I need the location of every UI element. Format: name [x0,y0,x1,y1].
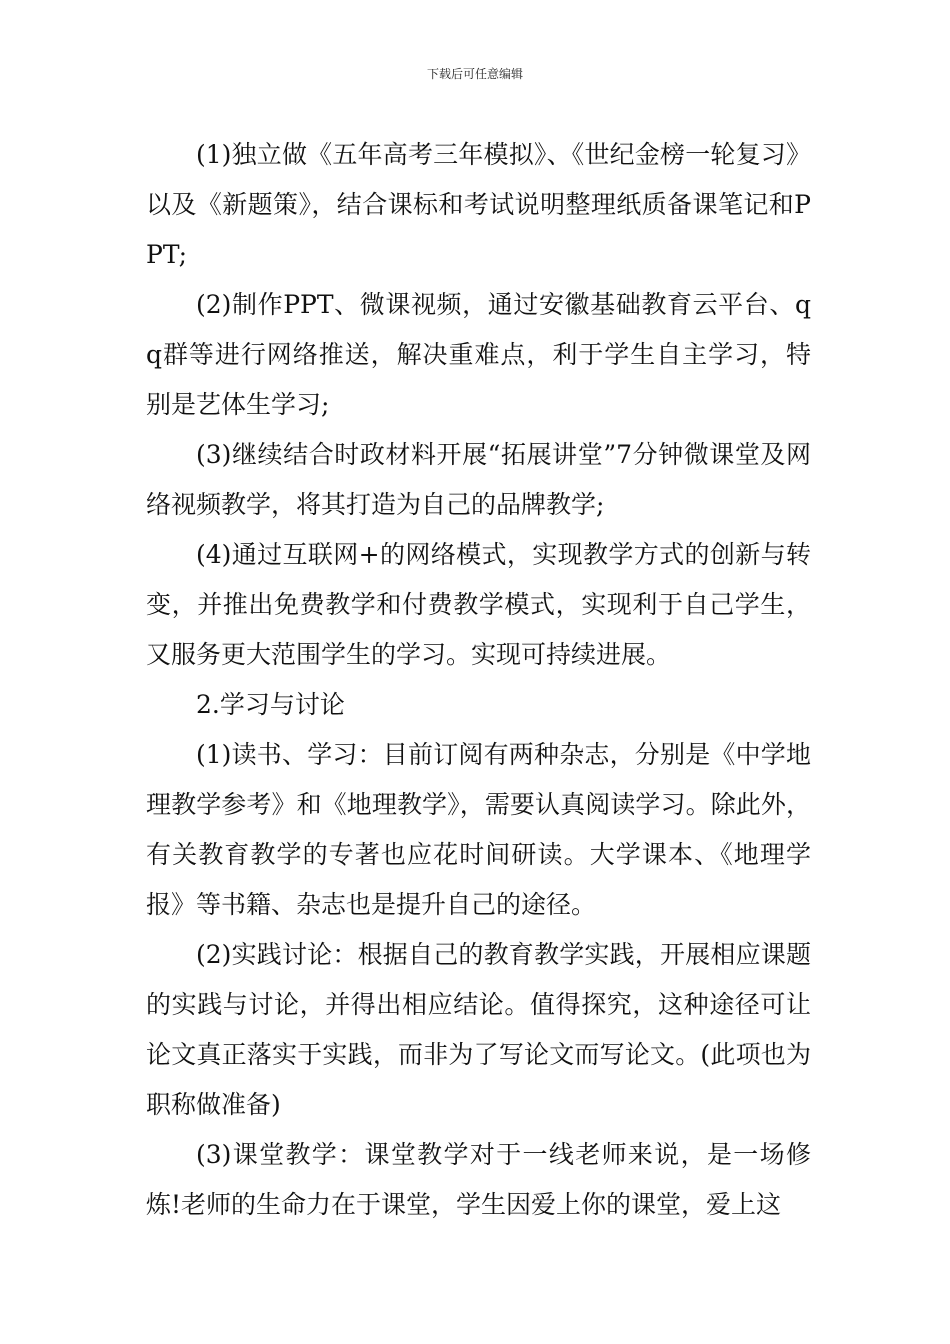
paragraph-7: (3)课堂教学：课堂教学对于一线老师来说，是一场修炼!老师的生命力在于课堂，学生因爱上你的课堂，爱上这 [146,1140,811,1219]
section-heading-2: 2.学习与讨论 [196,690,345,719]
paragraph-4: (4)通过互联网+的网络模式，实现教学方式的创新与转变，并推出免费教学和付费教学模式，实现利于自己学生，又服务更大范围学生的学习。实现可持续进展。 [146,540,811,669]
paragraph-2: (2)制作PPT、微课视频，通过安徽基础教育云平台、qq群等进行网络推送，解决重难点，利于学生自主学习，特别是艺体生学习; [146,290,811,419]
paragraph-3: (3)继续结合时政材料开展“拓展讲堂”7分钟微课堂及网络视频教学，将其打造为自己的品牌教学; [146,440,811,519]
paragraph-1: (1)独立做《五年高考三年模拟》、《世纪金榜一轮复习》以及《新题策》，结合课标和考试说明整理纸质备课笔记和PPT; [146,140,811,269]
document-body [146,130,811,1230]
page-header: 下载后可任意编辑 [426,67,523,81]
paragraph-5: (1)读书、学习：目前订阅有两种杂志，分别是《中学地理教学参考》和《地理教学》，需要认真阅读学习。除此外，有关教育教学的专著也应花时间研读。大学课本、《地理学报》等书籍、杂志也是提升自己的途径。 [146,740,811,919]
paragraph-6: (2)实践讨论：根据自己的教育教学实践，开展相应课题的实践与讨论，并得出相应结论。值得探究，这种途径可让论文真正落实于实践，而非为了写论文而写论文。(此项也为职称做准备) [146,940,811,1119]
